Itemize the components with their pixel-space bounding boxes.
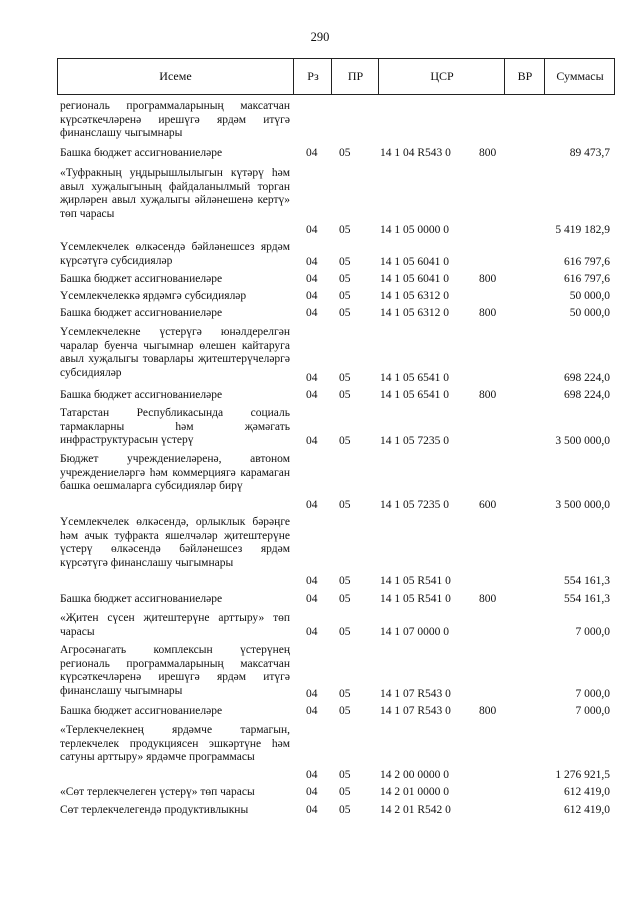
row-sum: 89 473,7 — [569, 147, 610, 159]
row-rz: 04 — [306, 688, 318, 700]
row-vr: 800 — [479, 147, 497, 159]
column-header-pr: ПР — [331, 59, 379, 94]
table-header — [57, 58, 615, 95]
row-csr: 14 1 05 7235 0 — [380, 435, 449, 447]
row-pr: 05 — [339, 575, 351, 587]
row-name: «Терлекчелекнең ярдәмче тармагын, терлекчелек продукциясен эшкәртүне һәм сатуны арттыру» ярдәмче программасы — [60, 724, 290, 764]
row-csr: 14 1 05 R541 0 — [380, 593, 451, 605]
row-csr: 14 1 07 R543 0 — [380, 688, 451, 700]
row-name: Татарстан Республикасында социаль тармакларны һәм җәмәгать инфраструктурасын үстерү — [60, 407, 290, 447]
row-csr: 14 1 05 6041 0 — [380, 273, 449, 285]
column-header-name: Исеме — [159, 69, 192, 83]
row-pr: 05 — [339, 804, 351, 816]
row-name: Сөт терлекчелегендә продуктивлыкны — [60, 804, 249, 816]
row-name: Бюджет учреждениеләренә, автоном учреждениеләргә һәм коммерциягә карамаган башка оешмаларга субсидияләр бирү — [60, 453, 290, 493]
row-vr: 800 — [479, 389, 497, 401]
row-csr: 14 1 07 0000 0 — [380, 626, 449, 638]
row-name: региональ программаларының максатчан күрсәткечләренә ирешүгә ярдәм итүгә финанслашу чыгымнары — [60, 100, 290, 140]
row-sum: 554 161,3 — [564, 593, 610, 605]
row-pr: 05 — [339, 307, 351, 319]
row-csr: 14 2 00 0000 0 — [380, 769, 449, 781]
row-rz: 04 — [306, 575, 318, 587]
row-sum: 698 224,0 — [564, 372, 610, 384]
row-csr: 14 2 01 0000 0 — [380, 786, 449, 798]
row-pr: 05 — [339, 688, 351, 700]
row-rz: 04 — [306, 499, 318, 511]
row-pr: 05 — [339, 290, 351, 302]
row-name: Башка бюджет ассигнованиеләре — [60, 593, 223, 605]
row-vr: 800 — [479, 307, 497, 319]
row-pr: 05 — [339, 389, 351, 401]
row-csr: 14 1 05 6312 0 — [380, 290, 449, 302]
row-csr: 14 1 04 R543 0 — [380, 147, 451, 159]
row-rz: 04 — [306, 290, 318, 302]
row-sum: 612 419,0 — [564, 804, 610, 816]
row-name: Башка бюджет ассигнованиеләре — [60, 705, 223, 717]
row-rz: 04 — [306, 389, 318, 401]
page-number: 290 — [310, 30, 330, 44]
row-name: Башка бюджет ассигнованиеләре — [60, 273, 223, 285]
row-name: Үсемлекчелек өлкәсендә, орлыклык бәрәңге һәм ачык туфракта яшелчәләр җитештерүне үстерү өлкәсендә бәйләнешсез ярдәм күрсәтүгә финанслашу чыгымнары — [60, 516, 290, 569]
row-name: «Туфракның уңдырышлылыгын күтәрү һәм авыл хуҗалыгының файдаланылмый торган җирләрен авыл хуҗалыгы әйләнешенә кертү» төп чарасы — [60, 167, 290, 220]
column-header-csr: ЦСР — [378, 59, 505, 94]
row-sum: 50 000,0 — [569, 290, 610, 302]
row-csr: 14 1 05 7235 0 — [380, 499, 449, 511]
row-sum: 1 276 921,5 — [555, 769, 610, 781]
row-rz: 04 — [306, 147, 318, 159]
row-csr: 14 1 05 6541 0 — [380, 389, 449, 401]
row-pr: 05 — [339, 147, 351, 159]
row-name: Башка бюджет ассигнованиеләре — [60, 389, 223, 401]
row-sum: 7 000,0 — [575, 705, 610, 717]
row-pr: 05 — [339, 705, 351, 717]
row-pr: 05 — [339, 786, 351, 798]
row-sum: 612 419,0 — [564, 786, 610, 798]
row-name: Башка бюджет ассигнованиеләре — [60, 307, 223, 319]
row-csr: 14 1 05 6312 0 — [380, 307, 449, 319]
row-sum: 3 500 000,0 — [555, 435, 610, 447]
row-rz: 04 — [306, 224, 318, 236]
row-pr: 05 — [339, 769, 351, 781]
column-header-vr: ВР — [504, 59, 545, 94]
row-name: Үсемлекчелекне үстерүгә юнәлдерелгән чаралар буенча чыгымнар өлешен кайтаруга авыл хуҗалыгы товарлары җитештерүчеләргә субсидияләр — [60, 326, 290, 379]
row-rz: 04 — [306, 273, 318, 285]
row-sum: 7 000,0 — [575, 626, 610, 638]
row-name: «Сөт терлекчелеген үстерү» төп чарасы — [60, 786, 255, 798]
row-csr: 14 2 01 R542 0 — [380, 804, 451, 816]
column-header-sum: Суммасы — [544, 59, 615, 94]
row-rz: 04 — [306, 593, 318, 605]
row-vr: 800 — [479, 273, 497, 285]
row-sum: 616 797,6 — [564, 256, 610, 268]
row-csr: 14 1 05 6041 0 — [380, 256, 449, 268]
row-csr: 14 1 05 R541 0 — [380, 575, 451, 587]
column-header-rz: Рз — [293, 59, 332, 94]
row-sum: 3 500 000,0 — [555, 499, 610, 511]
row-pr: 05 — [339, 224, 351, 236]
row-rz: 04 — [306, 372, 318, 384]
row-name: Үсемлекчелек өлкәсендә бәйләнешсез ярдәм күрсәтүгә субсидияләр — [60, 241, 290, 267]
row-vr: 600 — [479, 499, 497, 511]
row-rz: 04 — [306, 786, 318, 798]
row-rz: 04 — [306, 705, 318, 717]
row-csr: 14 1 05 6541 0 — [380, 372, 449, 384]
row-pr: 05 — [339, 435, 351, 447]
row-csr: 14 1 05 0000 0 — [380, 224, 449, 236]
row-rz: 04 — [306, 626, 318, 638]
row-rz: 04 — [306, 769, 318, 781]
row-rz: 04 — [306, 307, 318, 319]
row-sum: 7 000,0 — [575, 688, 610, 700]
row-rz: 04 — [306, 435, 318, 447]
row-pr: 05 — [339, 372, 351, 384]
row-vr: 800 — [479, 593, 497, 605]
row-pr: 05 — [339, 273, 351, 285]
row-sum: 5 419 182,9 — [555, 224, 610, 236]
row-vr: 800 — [479, 705, 497, 717]
row-name: «Җитен сүсен җитештерүне арттыру» төп чарасы — [60, 612, 290, 638]
row-sum: 50 000,0 — [569, 307, 610, 319]
row-name: Агросәнагать комплексын үстерүнең региональ программаларының максатчан күрсәткечләренә ирешүгә ярдәм итүгә финанслашу чыгымнары — [60, 644, 290, 697]
row-pr: 05 — [339, 593, 351, 605]
row-pr: 05 — [339, 256, 351, 268]
row-rz: 04 — [306, 804, 318, 816]
row-sum: 554 161,3 — [564, 575, 610, 587]
row-name: Башка бюджет ассигнованиеләре — [60, 147, 223, 159]
row-pr: 05 — [339, 626, 351, 638]
row-sum: 616 797,6 — [564, 273, 610, 285]
row-name: Үсемлекчелеккә ярдәмгә субсидияләр — [60, 290, 247, 302]
row-sum: 698 224,0 — [564, 389, 610, 401]
row-rz: 04 — [306, 256, 318, 268]
row-pr: 05 — [339, 499, 351, 511]
row-csr: 14 1 07 R543 0 — [380, 705, 451, 717]
